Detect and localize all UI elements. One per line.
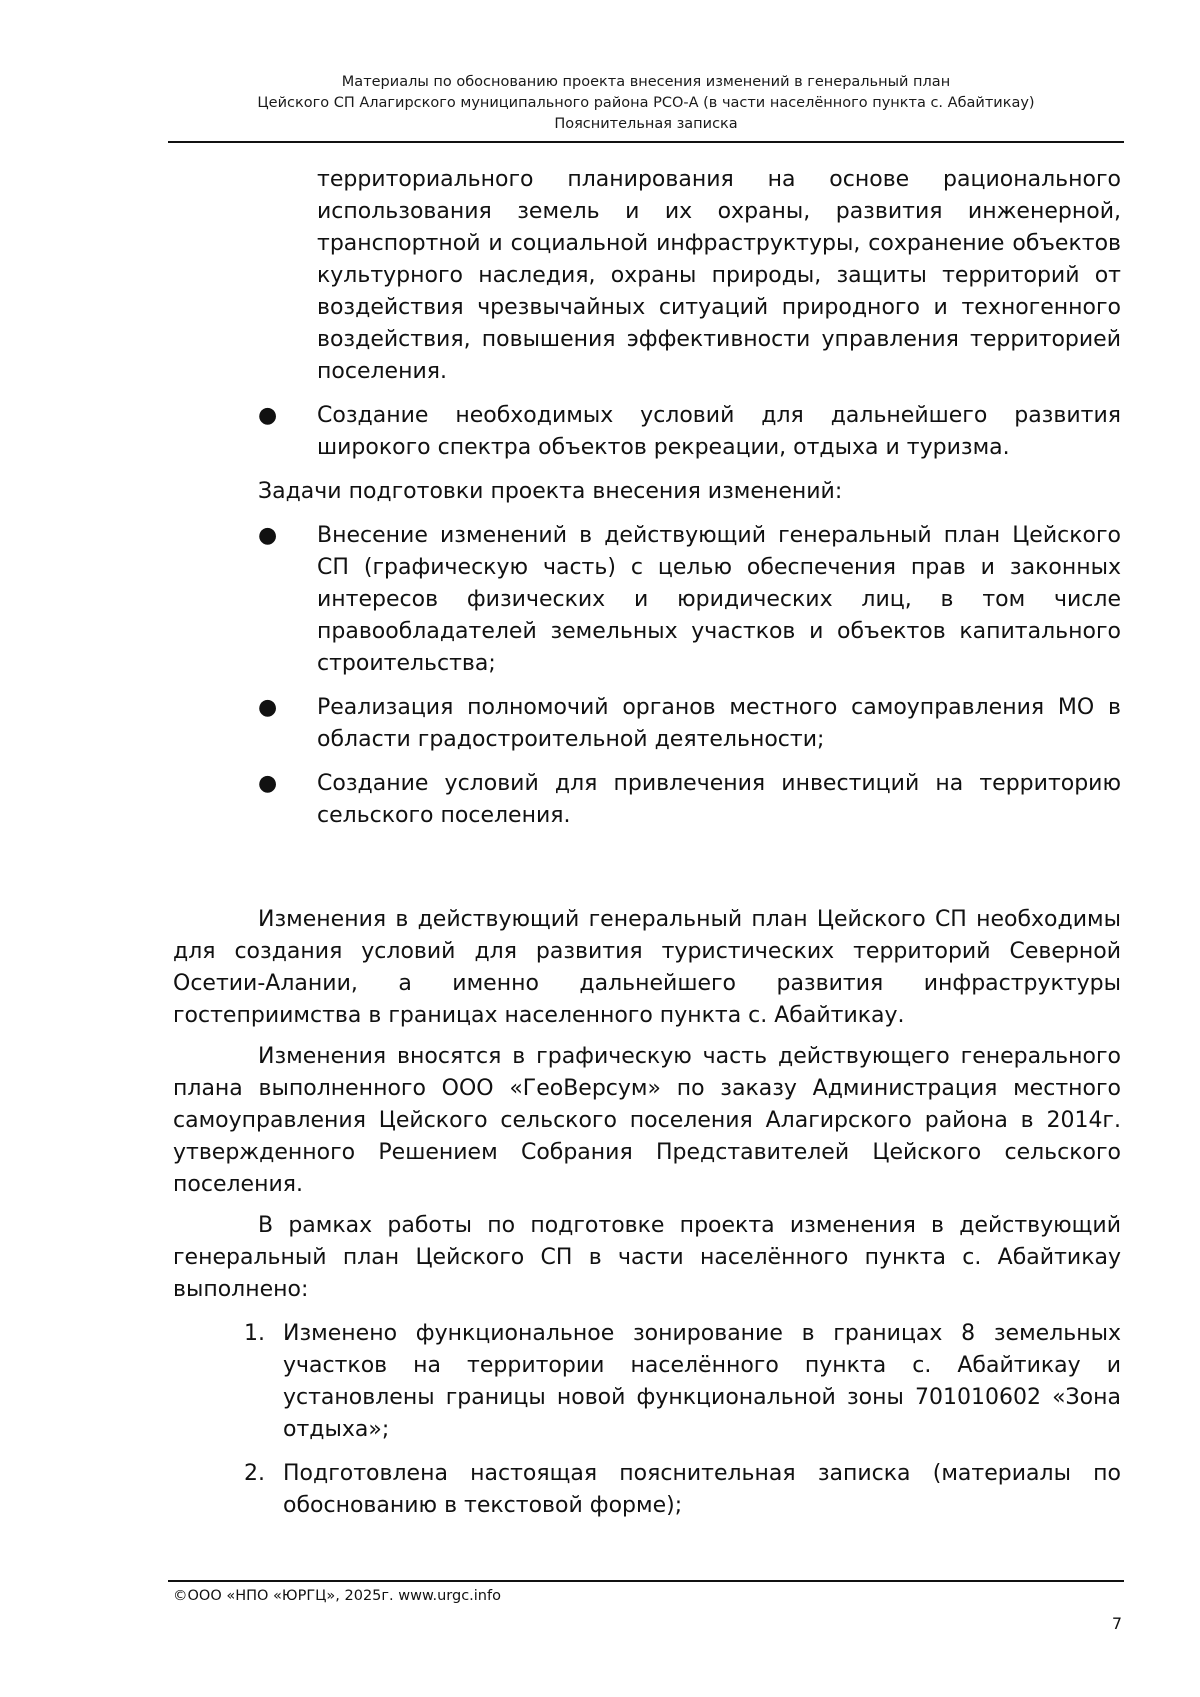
page-header <box>168 72 1124 135</box>
bullet-icon: ● <box>258 771 278 796</box>
task-bullet-item <box>173 692 1121 756</box>
paragraph-graphic-part: Изменения вносятся в графическую часть действующего генерального плана выполненного ООО «ГеоВерсум» по заказу Администрация местного самоуправления Цейского сельского поселения Алагирского района в 2014г. утвержденного Решением Собрания Представителей Цейского сельского поселения. <box>173 1044 1121 1197</box>
list-number: 2. <box>244 1461 265 1486</box>
continued-goal-text: территориального планирования на основе рационального использования земель и их охраны, развития инженерной, транспортной и социальной инфраструктуры, сохранение объектов культурного наследия, охраны природы, защиты территорий от воздействия чрезвычайных ситуаций природного и техногенного воздействия, повышения эффективности управления территорией поселения. <box>317 167 1121 384</box>
task-bullet-item <box>173 768 1121 832</box>
page-number: 7 <box>1111 1614 1122 1633</box>
bullet-icon: ● <box>258 403 278 428</box>
footer-copyright: ©ООО «НПО «ЮРГЦ», 2025г. www.urgc.info <box>173 1588 501 1604</box>
list-item-text: Подготовлена настоящая пояснительная записка (материалы по обоснованию в текстовой форме); <box>283 1461 1121 1518</box>
tasks-heading: Задачи подготовки проекта внесения изменений: <box>258 479 843 504</box>
header-divider <box>168 141 1124 143</box>
task-text: Создание условий для привлечения инвестиций на территорию сельского поселения. <box>317 771 1121 828</box>
task-bullet-item <box>173 520 1121 680</box>
header-line-3: Пояснительная записка <box>554 116 738 132</box>
numbered-list-item <box>173 1458 1121 1522</box>
numbered-list-item <box>173 1318 1121 1446</box>
task-text: Реализация полномочий органов местного самоуправления МО в области градостроительной деятельности; <box>317 695 1121 752</box>
bullet-icon: ● <box>258 695 278 720</box>
paragraph-work-done: В рамках работы по подготовке проекта изменения в действующий генеральный план Цейского СП в части населённого пункта с. Абайтикау выполнено: <box>173 1213 1121 1302</box>
header-line-1: Материалы по обоснованию проекта внесения изменений в генеральный план <box>341 74 951 90</box>
list-item-text: Изменено функциональное зонирование в границах 8 земельных участков на территории населённого пункта с. Абайтикау и установлены границы новой функциональной зоны 701010602 «Зона отдыха»; <box>283 1321 1121 1442</box>
header-line-2: Цейского СП Алагирского муниципального района РСО-А (в части населённого пункта с. Абайтикау) <box>257 95 1035 111</box>
goal-bullet-item <box>173 400 1121 464</box>
paragraph-necessity: Изменения в действующий генеральный план Цейского СП необходимы для создания условий для развития туристических территорий Северной Осетии-Алании, а именно дальнейшего развития инфраструктуры гостеприимства в границах населенного пункта с. Абайтикау. <box>173 907 1121 1028</box>
task-text: Внесение изменений в действующий генеральный план Цейского СП (графическую часть) с целью обеспечения прав и законных интересов физических и юридических лиц, в том числе правообладателей земельных участков и объектов капитального строительства; <box>317 523 1121 676</box>
goal-bullet-text: Создание необходимых условий для дальнейшего развития широкого спектра объектов рекреации, отдыха и туризма. <box>317 403 1121 460</box>
footer-divider <box>168 1580 1124 1582</box>
bullet-icon: ● <box>258 523 278 548</box>
document-body <box>173 164 1121 1522</box>
list-number: 1. <box>244 1321 265 1346</box>
